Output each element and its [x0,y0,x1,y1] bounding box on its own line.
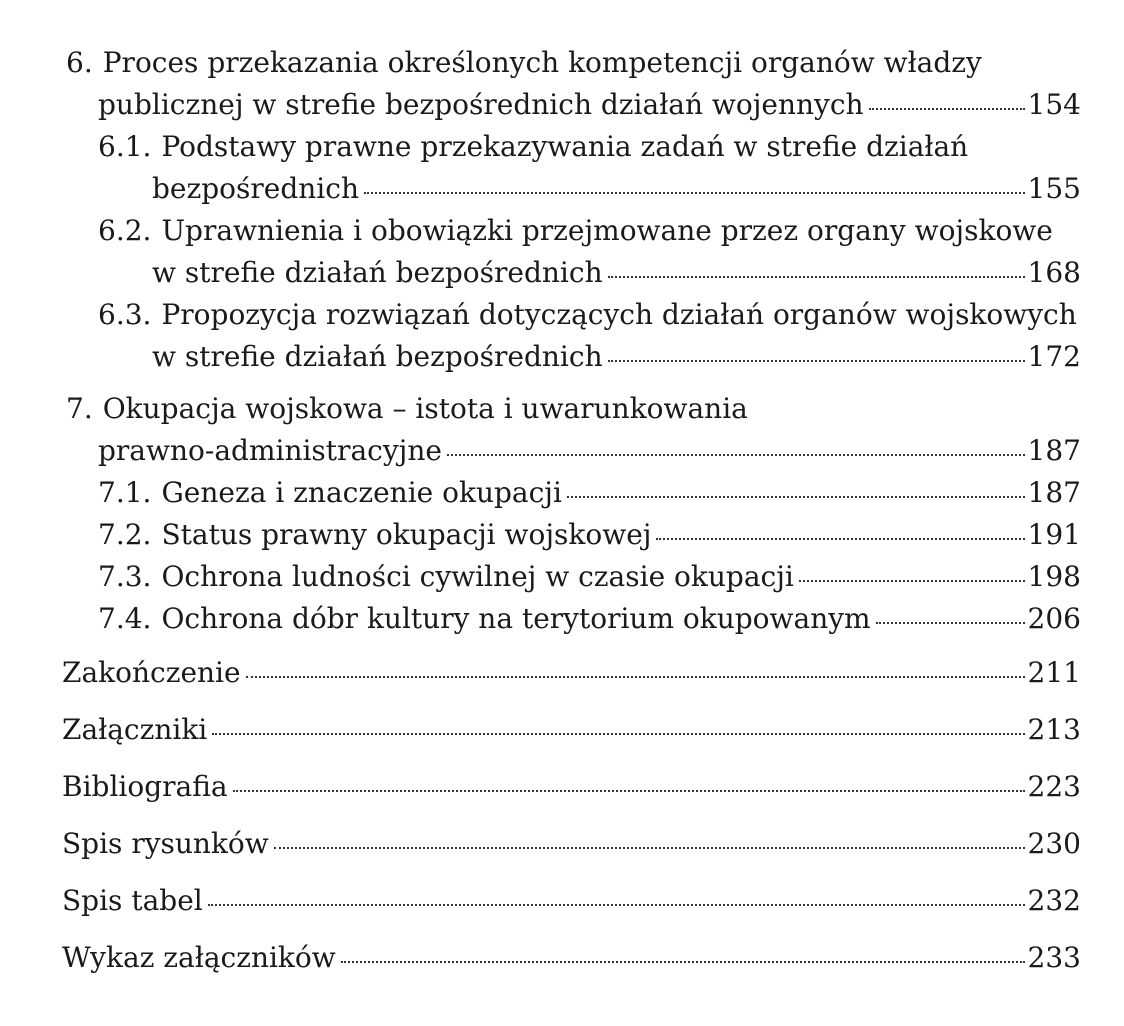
toc-entry-number: 6.1. [98,130,152,163]
toc-entry-7-title [66,392,748,426]
toc-page-number: 230 [1027,827,1081,860]
toc-entry-title: Spis rysunków [62,827,269,860]
toc-entry-zakonczenie[interactable] [62,656,1081,690]
toc-entry-7-1[interactable] [98,476,1081,510]
toc-entry-title: Uprawnienia i obowiązki przejmowane przez organy wojskowe [161,214,1053,247]
toc-entry-title-cont: bezpośrednich [152,172,359,205]
toc-page-number: 233 [1027,941,1081,974]
dot-leader [876,622,1025,624]
toc-entry-title-cont: w strefie działań bezpośrednich [152,256,603,289]
toc-entry-6-3-title [98,298,1077,332]
toc-page-number: 198 [1027,560,1081,593]
dot-leader [364,192,1025,194]
toc-page-number: 154 [1027,88,1081,121]
toc-page-number: 191 [1027,518,1081,551]
toc-entry-6-1[interactable] [152,172,1081,206]
toc-entry-number: 7.2. [98,518,152,551]
toc-page-number: 213 [1027,713,1081,746]
toc-entry-7-2[interactable] [98,518,1081,552]
dot-leader [608,276,1025,278]
toc-entry-spis-tabel[interactable] [62,884,1081,918]
toc-entry-number: 7.1. [98,476,152,509]
toc-entry-title: Ochrona dóbr kultury na terytorium okupowanym [161,602,871,635]
toc-entry-title: Podstawy prawne przekazywania zadań w strefie działań [161,130,969,163]
toc-entry-bibliografia[interactable] [62,770,1081,804]
toc-entry-6-3[interactable] [152,340,1081,374]
toc-entry-title: Geneza i znaczenie okupacji [161,476,562,509]
toc-entry-title: Okupacja wojskowa – istota i uwarunkowania [102,392,748,425]
toc-entry-number: 6.3. [98,298,152,331]
toc-entry-7[interactable] [98,434,1081,468]
toc-entry-title: Status prawny okupacji wojskowej [161,518,652,551]
toc-entry-title-cont: publicznej w strefie bezpośrednich działań wojennych [98,88,864,121]
toc-page-number: 187 [1027,434,1081,467]
dot-leader [799,580,1025,582]
toc-entry-number: 6. [66,46,93,79]
toc-entry-title: Spis tabel [62,884,203,917]
toc-entry-title: Ochrona ludności cywilnej w czasie okupacji [161,560,794,593]
toc-entry-title: Załączniki [62,713,208,746]
dot-leader [233,790,1025,792]
toc-entry-6-2-title [98,214,1053,248]
toc-page-number: 168 [1027,256,1081,289]
dot-leader [608,360,1025,362]
toc-entry-7-3[interactable] [98,560,1081,594]
dot-leader [212,733,1024,735]
toc-entry-7-4[interactable] [98,602,1081,636]
toc-entry-title: Bibliografia [62,770,228,803]
toc-entry-6-title [66,46,982,80]
toc-entry-number: 7. [66,392,93,425]
toc-entry-title: Propozycja rozwiązań dotyczących działań organów wojskowych [161,298,1077,331]
dot-leader [341,961,1025,963]
toc-entry-6[interactable] [98,88,1081,122]
toc-page-number: 155 [1027,172,1081,205]
toc-entry-number: 7.3. [98,560,152,593]
toc-entry-wykaz-zalacznikow[interactable] [62,941,1081,975]
dot-leader [274,847,1025,849]
toc-entry-6-1-title [98,130,968,164]
dot-leader [447,454,1025,456]
dot-leader [567,496,1025,498]
toc-page-number: 232 [1027,884,1081,917]
toc-page-number: 187 [1027,476,1081,509]
toc-entry-title-cont: w strefie działań bezpośrednich [152,340,603,373]
toc-entry-title: Proces przekazania określonych kompetencji organów władzy [102,46,982,79]
toc-entry-title: Wykaz załączników [62,941,336,974]
toc-page-number: 211 [1027,656,1081,689]
toc-page-number: 206 [1027,602,1081,635]
toc-page-number: 172 [1027,340,1081,373]
dot-leader [656,538,1024,540]
toc-page-number: 223 [1027,770,1081,803]
toc-entry-title-cont: prawno-administracyjne [98,434,442,467]
toc-entry-number: 7.4. [98,602,152,635]
dot-leader [246,676,1025,678]
dot-leader [869,108,1025,110]
toc-entry-zalaczniki[interactable] [62,713,1081,747]
toc-entry-title: Zakończenie [62,656,241,689]
toc-entry-6-2[interactable] [152,256,1081,290]
toc-entry-spis-rysunkow[interactable] [62,827,1081,861]
toc-entry-number: 6.2. [98,214,152,247]
dot-leader [208,904,1025,906]
